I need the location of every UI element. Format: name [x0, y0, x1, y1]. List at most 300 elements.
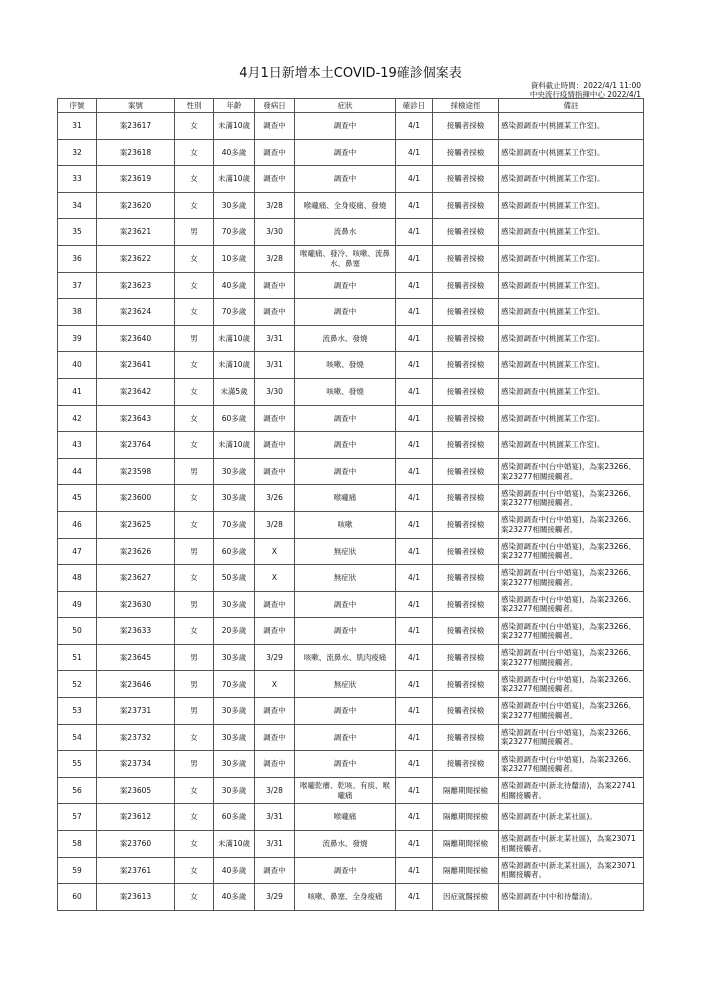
cell-age: 30多歲	[214, 724, 255, 751]
cell-index: 41	[58, 378, 97, 405]
cell-confirm-date: 4/1	[396, 245, 433, 272]
cell-onset-date: 調查中	[255, 272, 295, 299]
table-row	[58, 352, 644, 379]
cell-age: 40多歲	[214, 139, 255, 166]
cell-sex: 女	[175, 485, 214, 512]
cell-age: 50多歲	[214, 565, 255, 592]
table-row	[58, 299, 644, 326]
cell-index: 33	[58, 166, 97, 193]
cell-index: 34	[58, 192, 97, 219]
table-row	[58, 671, 644, 698]
cell-age: 30多歲	[214, 591, 255, 618]
cell-symptoms: 調查中	[295, 166, 396, 193]
cell-index: 36	[58, 245, 97, 272]
cell-sex: 男	[175, 325, 214, 352]
cell-case-id: 案23623	[97, 272, 175, 299]
cell-confirm-date: 4/1	[396, 831, 433, 858]
cell-confirm-date: 4/1	[396, 192, 433, 219]
cell-confirm-date: 4/1	[396, 644, 433, 671]
cell-notes: 感染源調查中(台中婚宴)，為案23266、案23277相關接觸者。	[499, 618, 644, 645]
cell-sex: 女	[175, 777, 214, 804]
cell-confirm-date: 4/1	[396, 299, 433, 326]
cell-onset-date: 3/28	[255, 777, 295, 804]
cell-notes: 感染源調查中(台中婚宴)，為案23266、案23277相關接觸者。	[499, 671, 644, 698]
cell-notes: 感染源調查中(新北某社區)，為案23071相關接觸者。	[499, 857, 644, 884]
cell-notes: 感染源調查中(桃園某工作室)。	[499, 272, 644, 299]
cell-notes: 感染源調查中(台中婚宴)，為案23266、案23277相關接觸者。	[499, 724, 644, 751]
cell-notes: 感染源調查中(台中婚宴)，為案23266、案23277相關接觸者。	[499, 591, 644, 618]
cell-age: 40多歲	[214, 857, 255, 884]
cell-index: 47	[58, 538, 97, 565]
cell-sex: 女	[175, 139, 214, 166]
cell-notes: 感染源調查中(桃園某工作室)。	[499, 405, 644, 432]
cell-onset-date: 3/29	[255, 884, 295, 911]
cell-case-id: 案23618	[97, 139, 175, 166]
table-row	[58, 777, 644, 804]
cell-sex: 男	[175, 591, 214, 618]
cell-confirm-date: 4/1	[396, 538, 433, 565]
data-cutoff-time: 資料截止時間：2022/4/1 11:00	[530, 81, 641, 90]
table-row	[58, 113, 644, 140]
table-header-row	[58, 99, 644, 113]
cell-onset-date: X	[255, 671, 295, 698]
cell-symptoms: 無症狀	[295, 671, 396, 698]
cell-symptoms: 咳嗽、發燒	[295, 378, 396, 405]
cell-index: 40	[58, 352, 97, 379]
table-row	[58, 751, 644, 778]
cell-symptoms: 調查中	[295, 405, 396, 432]
cell-onset-date: 3/29	[255, 644, 295, 671]
cell-notes: 感染源調查中(桃園某工作室)。	[499, 299, 644, 326]
cell-index: 39	[58, 325, 97, 352]
cell-case-id: 案23621	[97, 219, 175, 246]
cell-symptoms: 流鼻水、發燒	[295, 325, 396, 352]
cell-notes: 感染源調查中(桃園某工作室)。	[499, 166, 644, 193]
cell-notes: 感染源調查中(台中婚宴)，為案23266、案23277相關接觸者。	[499, 751, 644, 778]
cell-index: 35	[58, 219, 97, 246]
cell-confirm-date: 4/1	[396, 458, 433, 485]
cell-age: 10多歲	[214, 245, 255, 272]
cell-index: 37	[58, 272, 97, 299]
cell-index: 60	[58, 884, 97, 911]
cell-test-route: 接觸者採檢	[433, 378, 499, 405]
cell-symptoms: 調查中	[295, 113, 396, 140]
cell-symptoms: 咳嗽	[295, 511, 396, 538]
cell-onset-date: 調查中	[255, 405, 295, 432]
cell-index: 42	[58, 405, 97, 432]
cell-notes: 感染源調查中(桃園某工作室)。	[499, 113, 644, 140]
cell-onset-date: 3/30	[255, 378, 295, 405]
column-header-case-id: 案號	[97, 99, 175, 113]
cell-sex: 女	[175, 432, 214, 459]
cell-sex: 女	[175, 378, 214, 405]
cell-test-route: 接觸者採檢	[433, 458, 499, 485]
cell-test-route: 接觸者採檢	[433, 299, 499, 326]
cell-test-route: 接觸者採檢	[433, 565, 499, 592]
cell-symptoms: 調查中	[295, 591, 396, 618]
cell-notes: 感染源調查中(桃園某工作室)。	[499, 245, 644, 272]
table-row	[58, 644, 644, 671]
cell-confirm-date: 4/1	[396, 378, 433, 405]
table-row	[58, 432, 644, 459]
cell-case-id: 案23613	[97, 884, 175, 911]
cell-case-id: 案23731	[97, 698, 175, 725]
column-header-symptoms: 症狀	[295, 99, 396, 113]
cell-case-id: 案23619	[97, 166, 175, 193]
cell-age: 30多歲	[214, 751, 255, 778]
cell-age: 70多歲	[214, 219, 255, 246]
cell-index: 38	[58, 299, 97, 326]
cell-notes: 感染源調查中(桃園某工作室)。	[499, 352, 644, 379]
cell-test-route: 隔離期間採檢	[433, 831, 499, 858]
cell-confirm-date: 4/1	[396, 591, 433, 618]
cell-age: 60多歲	[214, 804, 255, 831]
table-row	[58, 378, 644, 405]
table-row	[58, 724, 644, 751]
cell-age: 30多歲	[214, 485, 255, 512]
cell-test-route: 因症就醫採檢	[433, 884, 499, 911]
cell-age: 未滿10歲	[214, 113, 255, 140]
cell-notes: 感染源調查中(桃園某工作室)。	[499, 139, 644, 166]
cell-symptoms: 調查中	[295, 618, 396, 645]
cell-sex: 女	[175, 804, 214, 831]
cell-onset-date: 3/28	[255, 245, 295, 272]
table-row	[58, 831, 644, 858]
cell-age: 70多歲	[214, 299, 255, 326]
cell-sex: 女	[175, 618, 214, 645]
cell-notes: 感染源調查中(台中婚宴)，為案23266、案23277相關接觸者。	[499, 698, 644, 725]
cell-symptoms: 調查中	[295, 458, 396, 485]
cell-case-id: 案23605	[97, 777, 175, 804]
cell-index: 56	[58, 777, 97, 804]
cell-confirm-date: 4/1	[396, 804, 433, 831]
cell-index: 45	[58, 485, 97, 512]
cell-index: 50	[58, 618, 97, 645]
column-header-test-route: 採檢途徑	[433, 99, 499, 113]
cell-case-id: 案23622	[97, 245, 175, 272]
cell-test-route: 接觸者採檢	[433, 139, 499, 166]
cell-symptoms: 無症狀	[295, 538, 396, 565]
cell-symptoms: 調查中	[295, 432, 396, 459]
cell-age: 30多歲	[214, 458, 255, 485]
cell-case-id: 案23620	[97, 192, 175, 219]
column-header-sex: 性別	[175, 99, 214, 113]
cell-onset-date: 調查中	[255, 139, 295, 166]
cell-confirm-date: 4/1	[396, 751, 433, 778]
cell-confirm-date: 4/1	[396, 511, 433, 538]
cell-sex: 男	[175, 751, 214, 778]
cell-case-id: 案23734	[97, 751, 175, 778]
cell-onset-date: 調查中	[255, 299, 295, 326]
cell-age: 20多歲	[214, 618, 255, 645]
cell-onset-date: 3/30	[255, 219, 295, 246]
cell-age: 30多歲	[214, 192, 255, 219]
cell-notes: 感染源調查中(桃園某工作室)。	[499, 432, 644, 459]
table-row	[58, 591, 644, 618]
case-table	[57, 98, 644, 911]
cell-confirm-date: 4/1	[396, 325, 433, 352]
cell-onset-date: 調查中	[255, 698, 295, 725]
cell-case-id: 案23630	[97, 591, 175, 618]
cell-confirm-date: 4/1	[396, 618, 433, 645]
cell-index: 49	[58, 591, 97, 618]
cell-age: 30多歲	[214, 698, 255, 725]
table-row	[58, 325, 644, 352]
cell-symptoms: 流鼻水	[295, 219, 396, 246]
cell-test-route: 接觸者採檢	[433, 352, 499, 379]
page-title: 4月1日新增本土COVID-19確診個案表	[239, 66, 462, 81]
cell-sex: 女	[175, 352, 214, 379]
cell-sex: 男	[175, 644, 214, 671]
cell-case-id: 案23633	[97, 618, 175, 645]
cell-age: 60多歲	[214, 405, 255, 432]
column-header-notes: 備註	[499, 99, 644, 113]
cell-confirm-date: 4/1	[396, 671, 433, 698]
cell-age: 未滿10歲	[214, 166, 255, 193]
cell-sex: 女	[175, 245, 214, 272]
cell-notes: 感染源調查中(台中婚宴)，為案23266、案23277相關接觸者。	[499, 511, 644, 538]
cell-test-route: 接觸者採檢	[433, 166, 499, 193]
cell-onset-date: 調查中	[255, 113, 295, 140]
cell-case-id: 案23598	[97, 458, 175, 485]
cell-index: 54	[58, 724, 97, 751]
table-row	[58, 884, 644, 911]
table-row	[58, 219, 644, 246]
issuer-line: 中央流行疫情指揮中心 2022/4/1	[529, 90, 641, 99]
cell-onset-date: 3/31	[255, 804, 295, 831]
cell-notes: 感染源調查中(台中婚宴)，為案23266、案23277相關接觸者。	[499, 485, 644, 512]
cell-index: 48	[58, 565, 97, 592]
cell-symptoms: 喉嚨痛、發冷、咳嗽、流鼻水、鼻塞	[295, 245, 396, 272]
cell-test-route: 接觸者採檢	[433, 405, 499, 432]
table-row	[58, 272, 644, 299]
cell-index: 59	[58, 857, 97, 884]
cell-case-id: 案23642	[97, 378, 175, 405]
cell-notes: 感染源調查中(台中婚宴)，為案23266、案23277相關接觸者。	[499, 565, 644, 592]
table-row	[58, 538, 644, 565]
cell-symptoms: 調查中	[295, 724, 396, 751]
cell-test-route: 隔離期間採檢	[433, 804, 499, 831]
cell-notes: 感染源調查中(台中婚宴)，為案23266、案23277相關接觸者。	[499, 458, 644, 485]
column-header-index: 序號	[58, 99, 97, 113]
cell-test-route: 接觸者採檢	[433, 671, 499, 698]
table-row	[58, 511, 644, 538]
cell-test-route: 接觸者採檢	[433, 272, 499, 299]
cell-age: 70多歲	[214, 511, 255, 538]
cell-test-route: 接觸者採檢	[433, 245, 499, 272]
cell-notes: 感染源調查中(新北某社區)，為案23071相關接觸者。	[499, 831, 644, 858]
cell-sex: 男	[175, 538, 214, 565]
cell-test-route: 接觸者採檢	[433, 644, 499, 671]
cell-sex: 女	[175, 192, 214, 219]
cell-onset-date: 調查中	[255, 751, 295, 778]
cell-index: 44	[58, 458, 97, 485]
cell-age: 未滿10歲	[214, 325, 255, 352]
table-row	[58, 245, 644, 272]
cell-sex: 女	[175, 299, 214, 326]
cell-case-id: 案23617	[97, 113, 175, 140]
cell-sex: 女	[175, 166, 214, 193]
cell-test-route: 接觸者採檢	[433, 698, 499, 725]
cell-onset-date: 調查中	[255, 618, 295, 645]
table-row	[58, 698, 644, 725]
cell-case-id: 案23761	[97, 857, 175, 884]
cell-symptoms: 咳嗽、鼻塞、全身痠痛	[295, 884, 396, 911]
cell-sex: 女	[175, 511, 214, 538]
cell-test-route: 接觸者採檢	[433, 325, 499, 352]
cell-index: 32	[58, 139, 97, 166]
cell-symptoms: 喉嚨痛	[295, 804, 396, 831]
cell-onset-date: 3/28	[255, 192, 295, 219]
table-row	[58, 192, 644, 219]
cell-age: 未滿5歲	[214, 378, 255, 405]
cell-test-route: 接觸者採檢	[433, 432, 499, 459]
cell-onset-date: 調查中	[255, 166, 295, 193]
cell-symptoms: 流鼻水、發燒	[295, 831, 396, 858]
cell-test-route: 隔離期間採檢	[433, 857, 499, 884]
cell-sex: 男	[175, 219, 214, 246]
cell-symptoms: 咳嗽、發燒	[295, 352, 396, 379]
cell-sex: 男	[175, 458, 214, 485]
cell-notes: 感染源調查中(桃園某工作室)。	[499, 219, 644, 246]
cell-symptoms: 調查中	[295, 299, 396, 326]
cell-confirm-date: 4/1	[396, 272, 433, 299]
cell-case-id: 案23732	[97, 724, 175, 751]
cell-case-id: 案23600	[97, 485, 175, 512]
cell-age: 未滿10歲	[214, 831, 255, 858]
cell-age: 60多歲	[214, 538, 255, 565]
cell-test-route: 接觸者採檢	[433, 618, 499, 645]
cell-sex: 女	[175, 565, 214, 592]
cell-test-route: 接觸者採檢	[433, 538, 499, 565]
cell-onset-date: 3/28	[255, 511, 295, 538]
table-row	[58, 166, 644, 193]
cell-symptoms: 調查中	[295, 272, 396, 299]
cell-index: 51	[58, 644, 97, 671]
cell-notes: 感染源調查中(新北待釐清)，為案22741相關接觸者。	[499, 777, 644, 804]
cell-age: 未滿10歲	[214, 432, 255, 459]
cell-onset-date: 3/31	[255, 831, 295, 858]
cell-test-route: 接觸者採檢	[433, 724, 499, 751]
cell-confirm-date: 4/1	[396, 139, 433, 166]
table-row	[58, 139, 644, 166]
cell-index: 58	[58, 831, 97, 858]
cell-test-route: 接觸者採檢	[433, 113, 499, 140]
cell-case-id: 案23764	[97, 432, 175, 459]
cell-symptoms: 無症狀	[295, 565, 396, 592]
table-row	[58, 405, 644, 432]
cell-confirm-date: 4/1	[396, 884, 433, 911]
cell-sex: 女	[175, 113, 214, 140]
cell-age: 未滿10歲	[214, 352, 255, 379]
cell-test-route: 接觸者採檢	[433, 192, 499, 219]
cell-test-route: 接觸者採檢	[433, 511, 499, 538]
cell-case-id: 案23640	[97, 325, 175, 352]
cell-sex: 男	[175, 671, 214, 698]
cell-case-id: 案23624	[97, 299, 175, 326]
cell-notes: 感染源調查中(桃園某工作室)。	[499, 325, 644, 352]
cell-notes: 感染源調查中(台中婚宴)，為案23266、案23277相關接觸者。	[499, 538, 644, 565]
column-header-age: 年齡	[214, 99, 255, 113]
cell-index: 52	[58, 671, 97, 698]
cell-sex: 女	[175, 857, 214, 884]
cell-confirm-date: 4/1	[396, 219, 433, 246]
cell-symptoms: 喉嚨痛	[295, 485, 396, 512]
cell-age: 30多歲	[214, 777, 255, 804]
cell-symptoms: 調查中	[295, 857, 396, 884]
cell-confirm-date: 4/1	[396, 405, 433, 432]
cell-confirm-date: 4/1	[396, 857, 433, 884]
cell-symptoms: 喉嚨乾癢、乾咳、有痰、喉嚨痛	[295, 777, 396, 804]
cell-notes: 感染源調查中(桃園某工作室)。	[499, 192, 644, 219]
cell-case-id: 案23627	[97, 565, 175, 592]
cell-onset-date: 調查中	[255, 857, 295, 884]
cell-sex: 女	[175, 831, 214, 858]
cell-confirm-date: 4/1	[396, 485, 433, 512]
cell-onset-date: 調查中	[255, 458, 295, 485]
cell-sex: 女	[175, 724, 214, 751]
cell-symptoms: 咳嗽、流鼻水、肌肉痠痛	[295, 644, 396, 671]
cell-age: 30多歲	[214, 644, 255, 671]
cell-symptoms: 調查中	[295, 698, 396, 725]
cell-sex: 男	[175, 698, 214, 725]
table-row	[58, 857, 644, 884]
cell-case-id: 案23646	[97, 671, 175, 698]
table-row	[58, 565, 644, 592]
cell-index: 46	[58, 511, 97, 538]
cell-case-id: 案23643	[97, 405, 175, 432]
cell-index: 53	[58, 698, 97, 725]
cell-onset-date: 3/26	[255, 485, 295, 512]
cell-notes: 感染源調查中(桃園某工作室)。	[499, 378, 644, 405]
cell-onset-date: 調查中	[255, 591, 295, 618]
cell-confirm-date: 4/1	[396, 565, 433, 592]
cell-confirm-date: 4/1	[396, 352, 433, 379]
cell-age: 40多歲	[214, 884, 255, 911]
cell-onset-date: 3/31	[255, 325, 295, 352]
cell-confirm-date: 4/1	[396, 777, 433, 804]
cell-onset-date: 調查中	[255, 432, 295, 459]
table-row	[58, 804, 644, 831]
column-header-confirm-date: 確診日	[396, 99, 433, 113]
cell-confirm-date: 4/1	[396, 432, 433, 459]
cell-age: 70多歲	[214, 671, 255, 698]
cell-notes: 感染源調查中(新北某社區)。	[499, 804, 644, 831]
cell-test-route: 隔離期間採檢	[433, 777, 499, 804]
cell-index: 55	[58, 751, 97, 778]
cell-case-id: 案23612	[97, 804, 175, 831]
cell-onset-date: 3/31	[255, 352, 295, 379]
cell-symptoms: 調查中	[295, 751, 396, 778]
cell-test-route: 接觸者採檢	[433, 751, 499, 778]
cell-index: 57	[58, 804, 97, 831]
cell-case-id: 案23645	[97, 644, 175, 671]
cell-confirm-date: 4/1	[396, 724, 433, 751]
column-header-onset-date: 發病日	[255, 99, 295, 113]
cell-sex: 女	[175, 405, 214, 432]
cell-notes: 感染源調查中(中和待釐清)。	[499, 884, 644, 911]
table-row	[58, 485, 644, 512]
cell-index: 43	[58, 432, 97, 459]
cell-onset-date: X	[255, 565, 295, 592]
table-body	[58, 113, 644, 911]
cell-test-route: 接觸者採檢	[433, 485, 499, 512]
cell-symptoms: 調查中	[295, 139, 396, 166]
cell-onset-date: 調查中	[255, 724, 295, 751]
table-row	[58, 618, 644, 645]
cell-test-route: 接觸者採檢	[433, 219, 499, 246]
cell-case-id: 案23625	[97, 511, 175, 538]
